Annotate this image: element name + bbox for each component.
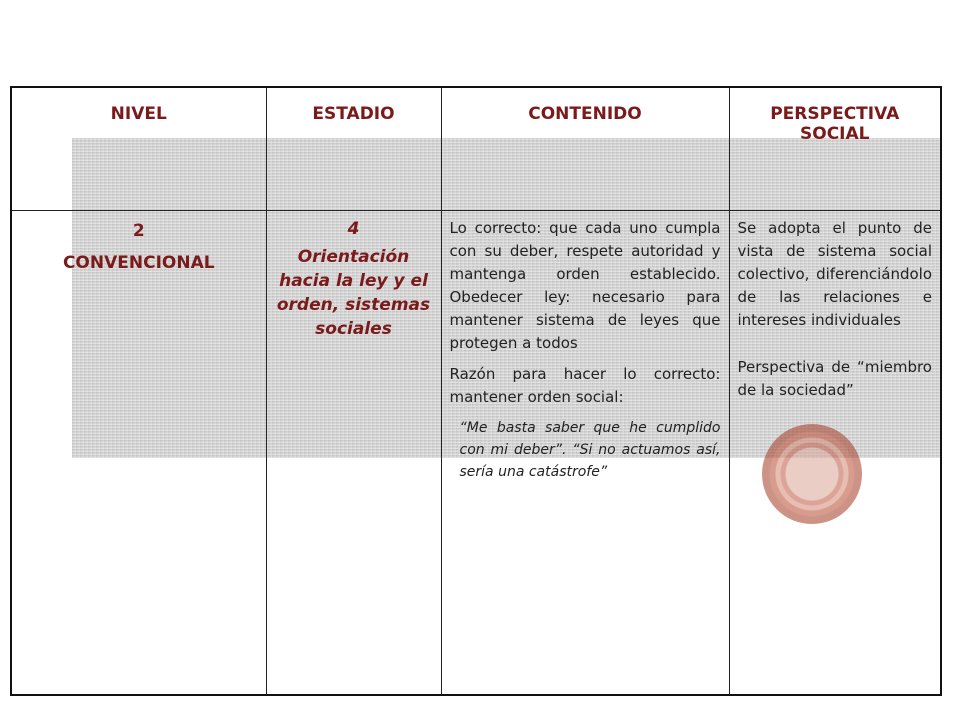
header-row — [11, 87, 941, 211]
header-nivel: NIVEL — [11, 87, 266, 211]
header-perspectiva-social: PERSPECTIVA SOCIAL — [729, 87, 941, 211]
kohlberg-table — [10, 86, 942, 696]
estadio-name: Orientación hacia la ley y el orden, sistemas sociales — [276, 247, 431, 339]
nivel-number: 2 — [132, 221, 145, 241]
estadio-number: 4 — [347, 219, 360, 239]
perspectiva-paragraph-2: Perspectiva de “miembro de la sociedad” — [737, 358, 932, 399]
cell-contenido — [441, 211, 729, 696]
cell-nivel — [11, 211, 266, 696]
contenido-paragraph-2: Razón para hacer lo correcto: mantener orden social: — [449, 365, 721, 406]
decorative-circle — [762, 424, 862, 524]
nivel-name: CONVENCIONAL — [62, 253, 215, 273]
cell-estadio — [266, 211, 441, 696]
contenido-paragraph-1: Lo correcto: que cada uno cumpla con su deber, respete autoridad y mantenga orden establecido. Obedecer ley: necesario para mantener sistema de leyes que protegen a todos — [449, 219, 721, 352]
contenido-quote: “Me basta saber que he cumplido con mi deber”. “Si no actuamos así, sería una catástrofe” — [459, 420, 721, 480]
header-estadio: ESTADIO — [266, 87, 441, 211]
header-contenido: CONTENIDO — [441, 87, 729, 211]
perspectiva-paragraph-1: Se adopta el punto de vista de sistema social colectivo, diferenciándolo de las relaciones e intereses individuales — [737, 219, 932, 329]
